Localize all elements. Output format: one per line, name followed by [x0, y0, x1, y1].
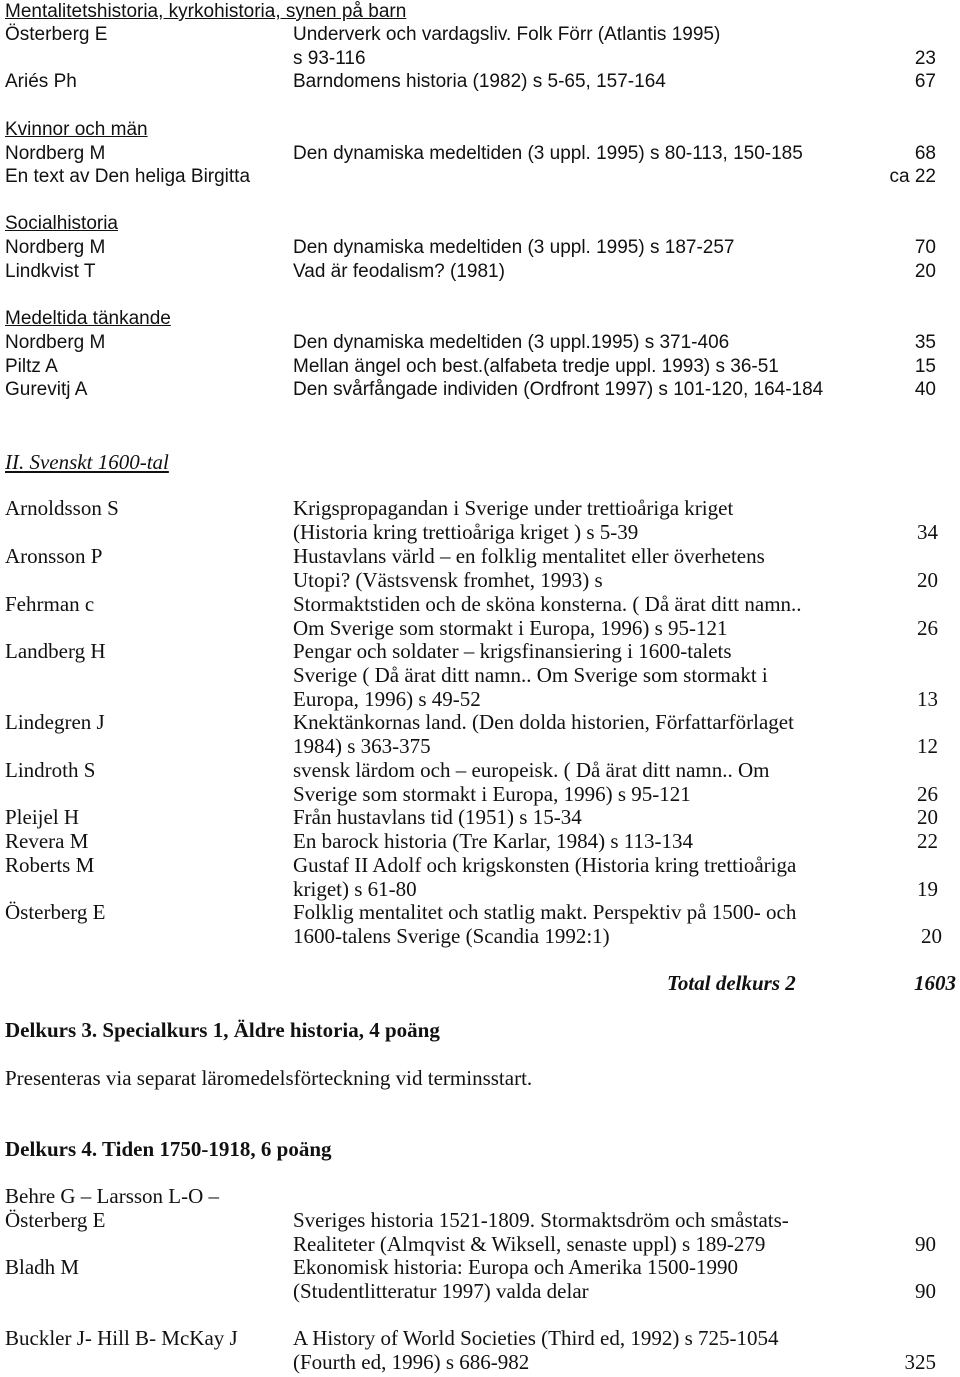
entry-row — [5, 1208, 956, 1232]
page-count: 325 — [904, 1350, 936, 1374]
page-count: 34 — [917, 520, 938, 544]
title: (Fourth ed, 1996) s 686-982 — [293, 1350, 530, 1374]
page-count: 23 — [914, 48, 936, 69]
entry-row — [5, 142, 956, 166]
entry-row — [5, 520, 956, 544]
entry-row — [5, 639, 956, 663]
title: Underverk och vardagsliv. Folk Förr (Atlantis 1995) — [293, 24, 721, 45]
page-count: 68 — [914, 143, 936, 164]
delkurs3-heading — [5, 1018, 956, 1042]
author: Landberg H — [5, 639, 106, 663]
title: Realiteter (Almqvist & Wiksell, senaste uppl) s 189-279 — [293, 1232, 766, 1256]
title: (Studentlitteratur 1997) valda delar — [293, 1279, 589, 1303]
title: s 93-116 — [293, 48, 366, 69]
author: Nordberg M — [5, 332, 106, 353]
title: kriget) s 61-80 — [293, 877, 417, 901]
page-count: 20 — [917, 568, 938, 592]
entry-row — [5, 734, 956, 758]
author: Österberg E — [5, 24, 108, 45]
author: Österberg E — [5, 1208, 106, 1232]
page-count: 15 — [914, 356, 936, 377]
entry-row — [5, 1326, 956, 1350]
author: Piltz A — [5, 356, 58, 377]
page-count: 20 — [917, 805, 938, 829]
title: Utopi? (Västsvensk fromhet, 1993) s — [293, 568, 603, 592]
author: Gurevitj A — [5, 379, 88, 400]
title: Sverige som stormakt i Europa, 1996) s 95-121 — [293, 782, 691, 806]
entry-row — [5, 900, 956, 924]
author: Revera M — [5, 829, 89, 853]
title: Den dynamiska medeltiden (3 uppl.1995) s 371-406 — [293, 332, 730, 353]
title: Om Sverige som stormakt i Europa, 1996) s 95-121 — [293, 616, 728, 640]
total-value: 1603 — [914, 971, 956, 995]
title: 1600-talens Sverige (Scandia 1992:1) — [293, 924, 610, 948]
author: Fehrman c — [5, 592, 95, 616]
title: Den svårfångade individen (Ordfront 1997) s 101-120, 164-184 — [293, 379, 824, 400]
title: Europa, 1996) s 49-52 — [293, 687, 481, 711]
title: Pengar och soldater – krigsfinansiering i 1600-talets — [293, 639, 732, 663]
title: svensk lärdom och – europeisk. ( Då ärat ditt namn.. Om — [293, 758, 770, 782]
title: A History of World Societies (Third ed, 1992) s 725-1054 — [293, 1326, 779, 1350]
entry-row — [5, 805, 956, 829]
author: En text av Den heliga Birgitta — [5, 166, 251, 187]
title: Ekonomisk historia: Europa och Amerika 1500-1990 — [293, 1255, 739, 1279]
author: Roberts M — [5, 853, 95, 877]
title: Stormaktstiden och de sköna konsterna. ( Då ärat ditt namn.. — [293, 592, 802, 616]
entry-row — [5, 782, 956, 806]
author: Lindroth S — [5, 758, 96, 782]
page-count: 26 — [917, 616, 938, 640]
section-heading-svenskt-1600-tal — [5, 450, 956, 474]
author: Österberg E — [5, 900, 106, 924]
entry-row — [5, 663, 956, 687]
heading-text: II. Svenskt 1600-tal — [5, 450, 169, 474]
entry-row — [5, 710, 956, 734]
section-heading-tankande — [5, 307, 956, 331]
heading-text: Delkurs 3. Specialkurs 1, Äldre historia, 4 poäng — [5, 1018, 440, 1042]
page-count: 19 — [917, 877, 938, 901]
entry-row — [5, 378, 956, 402]
entry-row — [5, 544, 956, 568]
title: Mellan ängel och best.(alfabeta tredje uppl. 1993) s 36-51 — [293, 356, 779, 377]
title: Hustavlans värld – en folklig mentalitet eller överhetens — [293, 544, 765, 568]
entry-row — [5, 1255, 956, 1279]
entry-row — [5, 877, 956, 901]
title: Sveriges historia 1521-1809. Stormaktsdröm och småstats- — [293, 1208, 789, 1232]
page-count: 26 — [917, 782, 938, 806]
title: Sverige ( Då ärat ditt namn.. Om Sverige som stormakt i — [293, 663, 768, 687]
author: Lindkvist T — [5, 261, 96, 282]
title: Knektänkornas land. (Den dolda historien, Författarförlaget — [293, 710, 794, 734]
page-count: 90 — [915, 1232, 936, 1256]
page-count: 13 — [917, 687, 938, 711]
entry-row — [5, 1350, 956, 1374]
title: Gustaf II Adolf och krigskonsten (Historia kring trettioåriga — [293, 853, 797, 877]
heading-text: Delkurs 4. Tiden 1750-1918, 6 poäng — [5, 1137, 332, 1161]
title: Den dynamiska medeltiden (3 uppl. 1995) s 80-113, 150-185 — [293, 143, 803, 164]
entry-row — [5, 47, 956, 71]
author: Bladh M — [5, 1255, 80, 1279]
entry-row — [5, 496, 956, 520]
entry-row — [5, 687, 956, 711]
entry-row — [5, 924, 956, 948]
page-count: 90 — [915, 1279, 936, 1303]
entry-row — [5, 1279, 956, 1303]
title: Vad är feodalism? (1981) — [293, 261, 505, 282]
title: Från hustavlans tid (1951) s 15-34 — [293, 805, 582, 829]
entry-row — [5, 1184, 956, 1208]
heading-text: Mentalitetshistoria, kyrkohistoria, synen på barn — [5, 1, 407, 22]
author: Lindegren J — [5, 710, 105, 734]
entry-row — [5, 568, 956, 592]
total-label: Total delkurs 2 — [667, 971, 796, 995]
entry-row — [5, 355, 956, 379]
delkurs4-heading — [5, 1137, 956, 1161]
page-count: ca 22 — [889, 166, 936, 187]
page-count: 40 — [914, 379, 936, 400]
heading-text: Medeltida tänkande — [5, 308, 171, 329]
title: Barndomens historia (1982) s 5-65, 157-164 — [293, 71, 666, 92]
entry-row — [5, 853, 956, 877]
author: Pleijel H — [5, 805, 80, 829]
heading-text: Kvinnor och män — [5, 119, 148, 140]
entry-row — [5, 592, 956, 616]
entry-row — [5, 758, 956, 782]
title: En barock historia (Tre Karlar, 1984) s 113-134 — [293, 829, 694, 853]
title: 1984) s 363-375 — [293, 734, 431, 758]
entry-row — [5, 70, 956, 94]
section-heading-kvinnor — [5, 118, 956, 142]
entry-row — [5, 260, 956, 284]
entry-row — [5, 236, 956, 260]
title: Krigspropagandan i Sverige under trettioåriga kriget — [293, 496, 734, 520]
entry-row — [5, 829, 956, 853]
page-count: 67 — [914, 71, 936, 92]
total-row — [5, 971, 956, 995]
author: Nordberg M — [5, 143, 106, 164]
entry-row — [5, 616, 956, 640]
author: Behre G – Larsson L-O – — [5, 1184, 220, 1208]
delkurs3-note — [5, 1066, 956, 1090]
page-count: 70 — [914, 237, 936, 258]
title: (Historia kring trettioåriga kriget ) s 5-39 — [293, 520, 639, 544]
author: Arnoldsson S — [5, 496, 119, 520]
author: Buckler J- Hill B- McKay J — [5, 1326, 238, 1350]
author: Aronsson P — [5, 544, 103, 568]
page-count: 20 — [914, 261, 936, 282]
page-count: 20 — [921, 924, 942, 948]
entry-row — [5, 23, 956, 47]
page-count: 35 — [914, 332, 936, 353]
author: Ariés Ph — [5, 71, 77, 92]
entry-row — [5, 165, 956, 189]
note-text: Presenteras via separat läromedelsförteckning vid terminsstart. — [5, 1066, 533, 1090]
title: Den dynamiska medeltiden (3 uppl. 1995) s 187-257 — [293, 237, 735, 258]
title: Folklig mentalitet och statlig makt. Perspektiv på 1500- och — [293, 900, 797, 924]
author: Nordberg M — [5, 237, 106, 258]
heading-text: Socialhistoria — [5, 213, 118, 234]
page-count: 22 — [917, 829, 938, 853]
entry-row — [5, 331, 956, 355]
section-heading-mentalitet — [5, 0, 956, 24]
page-count: 12 — [917, 734, 938, 758]
section-heading-social — [5, 212, 956, 236]
entry-row — [5, 1232, 956, 1256]
